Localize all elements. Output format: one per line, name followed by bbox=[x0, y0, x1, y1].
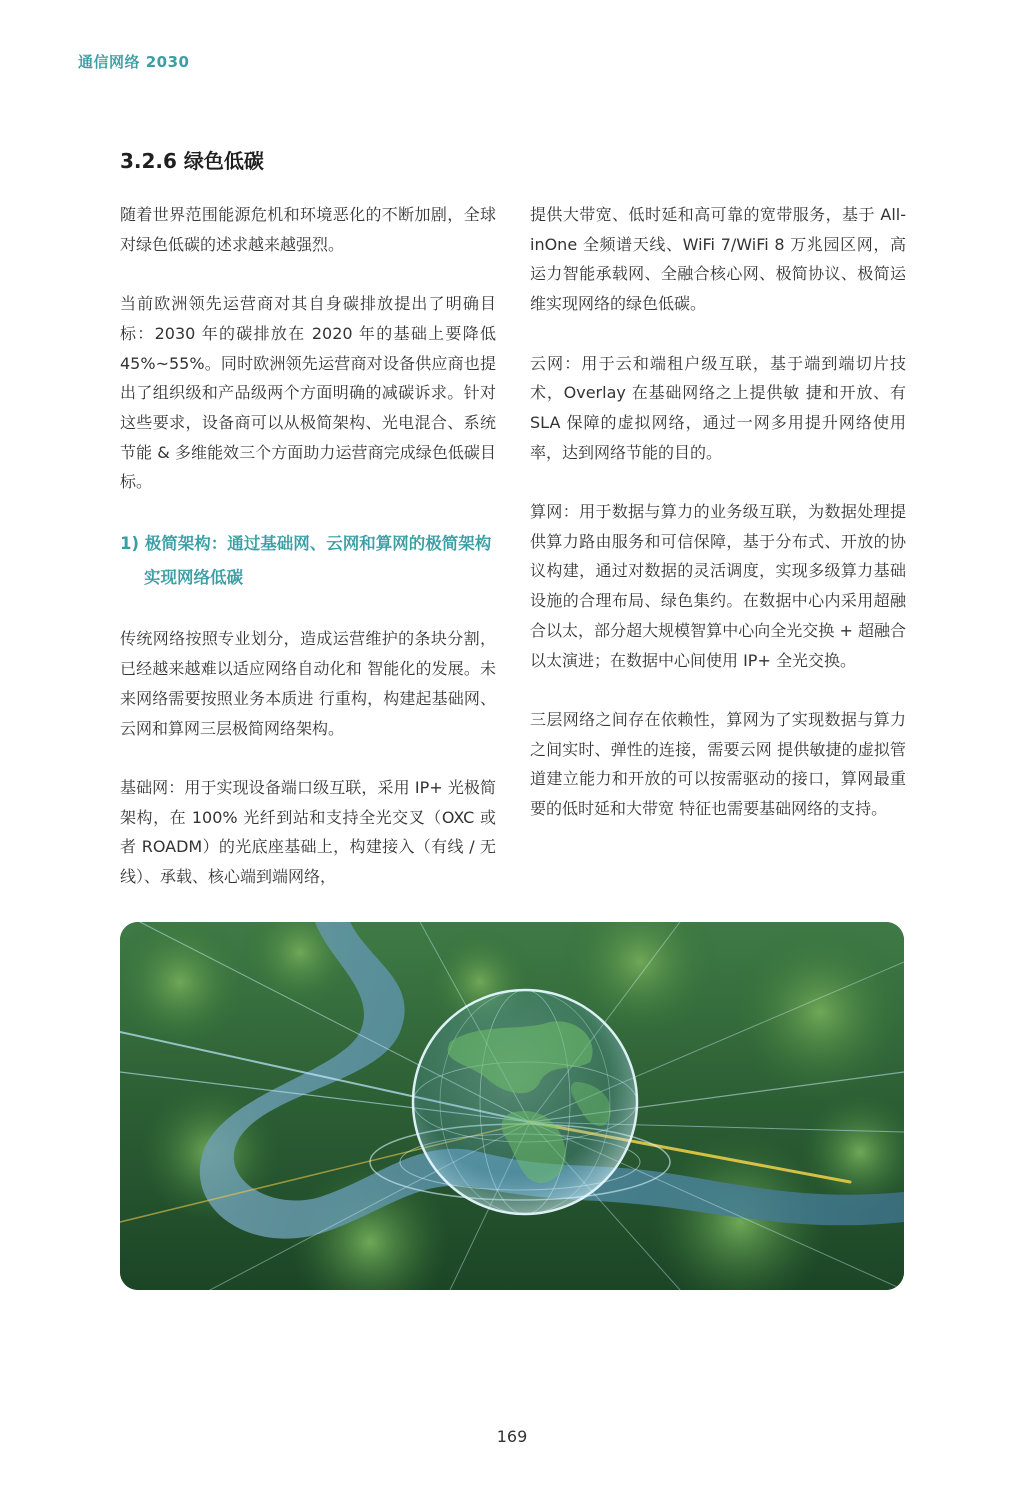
paragraph-dependency: 三层网络之间存在依赖性，算网为了实现数据与算力之间实时、弹性的连接，需要云网 提供敏捷的虚拟管道建立能力和开放的可以按需驱动的接口，算网最重要的低时延和大带宽 特征也需要基础网络的支持。 bbox=[530, 709, 906, 819]
section-title: 3.2.6 绿色低碳 bbox=[120, 149, 264, 173]
paragraph-cloud-network: 云网：用于云和端租户级互联，基于端到端切片技术，Overlay 在基础网络之上提供敏 捷和开放、有 SLA 保障的虚拟网络，通过一网多用提升网络使用率，达到网络节能的目的。 bbox=[530, 353, 906, 462]
paragraph-broadband: 提供大带宽、低时延和高可靠的宽带服务，基于 All-inOne 全频谱天线、WiFi 7/WiFi 8 万兆园区网，高运力智能承载网、全融合核心网、极简协议、极简运维实现网络的绿色低碳。 bbox=[530, 205, 906, 314]
paragraph-targets: 当前欧洲领先运营商对其自身碳排放提出了明确目标：2030 年的碳排放在 2020 年的基础上要降低 45%~55%。同时欧洲领先运营商对设备供应商也提出了组织级和产品级两个方面明确的减碳诉求。针对这些要求，设备商可以从极简架构、光电混合、系统节能 & 多维能效三个方面助力运营商完成绿色低碳目标。 bbox=[120, 294, 496, 492]
paragraph-traditional-network: 传统网络按照专业划分，造成运营维护的条块分割，已经越来越难以适应网络自动化和 智能化的发展。未来网络需要按照业务本质进 行重构，构建起基础网、云网和算网三层极简网络架构。 bbox=[120, 629, 496, 738]
right-column bbox=[530, 200, 906, 853]
forest-globe-illustration bbox=[120, 922, 904, 1290]
paragraph-compute-network: 算网：用于数据与算力的业务级互联，为数据处理提供算力路由服务和可信保障，基于分布式、开放的协议构建，通过对数据的灵活调度，实现多级算力基础设施的合理布局、绿色集约。在数据中心内采用超融合以太，部分超大规模智算中心向全光交换 + 超融合以太演进；在数据中心间使用 IP+ 全光交换。 bbox=[530, 502, 906, 670]
page-number: 169 bbox=[496, 1427, 528, 1446]
subheading-minimal-architecture: 1) 极简架构：通过基础网、云网和算网的极简架构实现网络低碳 bbox=[120, 533, 492, 587]
hero-image-forest-globe bbox=[120, 922, 904, 1290]
paragraph-intro: 随着世界范围能源危机和环境恶化的不断加剧，全球对绿色低碳的述求越来越强烈。 bbox=[120, 205, 496, 254]
running-header: 通信网络 2030 bbox=[78, 53, 190, 71]
paragraph-base-network: 基础网：用于实现设备端口级互联，采用 IP+ 光极简架构，在 100% 光纤到站和支持全光交叉（OXC 或者 ROADM）的光底座基础上，构建接入（有线 / 无线）、承载、核心端到端网络， bbox=[120, 777, 496, 886]
left-column bbox=[120, 200, 496, 921]
